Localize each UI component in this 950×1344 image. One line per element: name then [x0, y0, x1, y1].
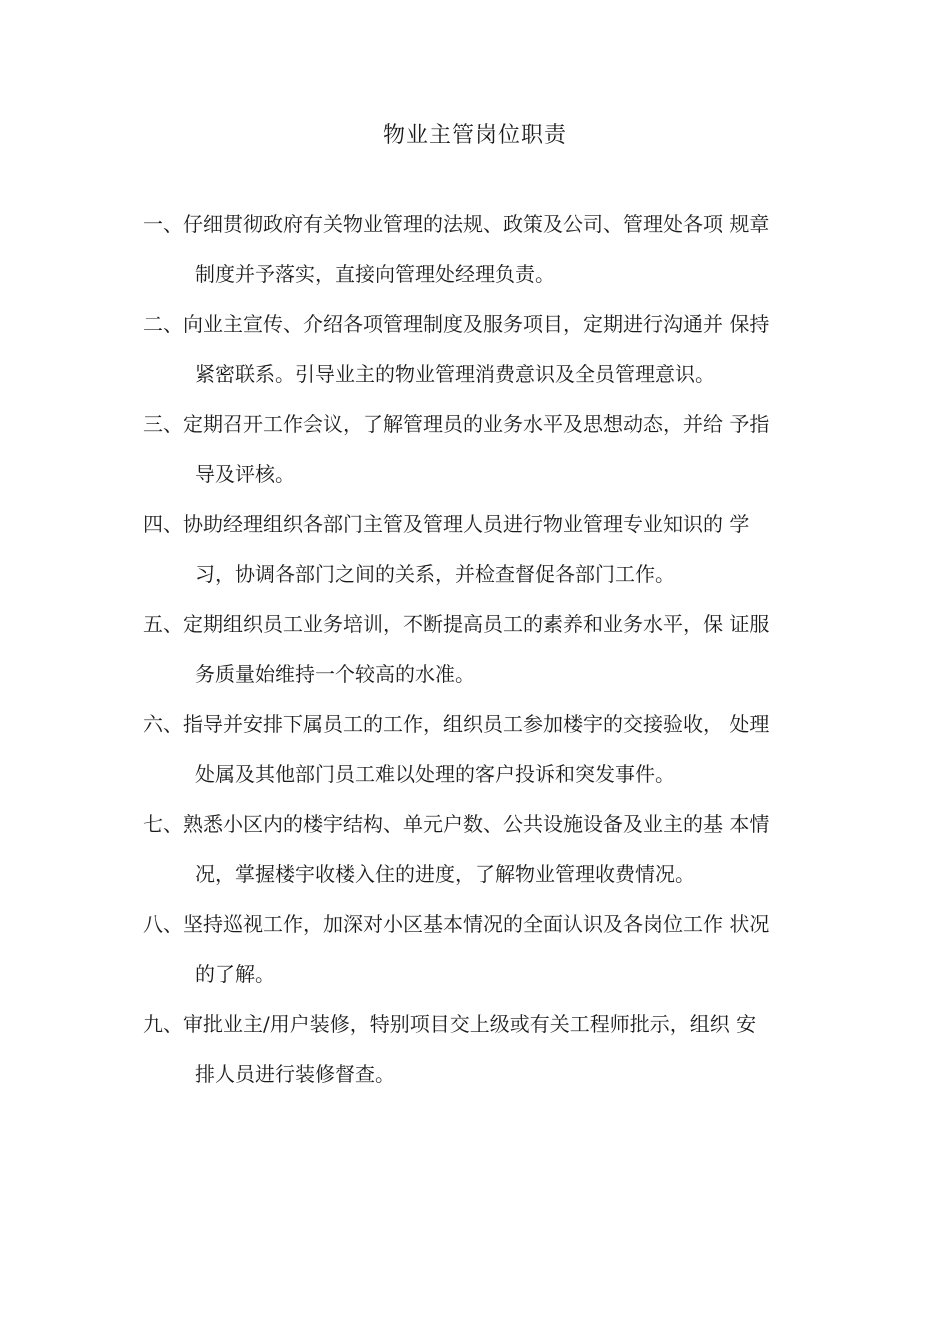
duty-list	[143, 210, 823, 1110]
duty-item-6	[143, 710, 823, 788]
duty-item-6-line-1: 六、指导并安排下属员工的工作，组织员工参加楼宇的交接验收， 处理	[143, 712, 770, 736]
duty-item-2-line-1: 二、向业主宣传、介绍各项管理制度及服务项目，定期进行沟通并 保持	[143, 312, 770, 336]
duty-item-8-line-1: 八、坚持巡视工作，加深对小区基本情况的全面认识及各岗位工作 状况	[143, 912, 770, 936]
duty-item-8-line-2: 的了解。	[195, 962, 275, 986]
duty-item-1-line-2: 制度并予落实，直接向管理处经理负责。	[195, 262, 555, 286]
duty-item-7-line-1: 七、熟悉小区内的楼宇结构、单元户数、公共设施设备及业主的基 本情	[143, 812, 770, 836]
duty-item-3-line-2: 导及评核。	[195, 462, 295, 486]
duty-item-2-line-2: 紧密联系。引导业主的物业管理消费意识及全员管理意识。	[195, 362, 715, 386]
duty-item-1-line-1: 一、仔细贯彻政府有关物业管理的法规、政策及公司、管理处各项 规章	[143, 212, 770, 236]
duty-item-5-line-1: 五、定期组织员工业务培训，不断提高员工的素养和业务水平，保 证服	[143, 612, 770, 636]
duty-item-1	[143, 210, 823, 288]
duty-item-4	[143, 510, 823, 588]
duty-item-4-line-2: 习，协调各部门之间的关系，并检查督促各部门工作。	[195, 562, 675, 586]
duty-item-3-line-1: 三、定期召开工作会议，了解管理员的业务水平及思想动态，并给 予指	[143, 412, 770, 436]
duty-item-7-line-2: 况，掌握楼宇收楼入住的进度，了解物业管理收费情况。	[195, 862, 695, 886]
duty-item-5-line-2: 务质量始维持一个较高的水准。	[195, 662, 475, 686]
duty-item-4-line-1: 四、协助经理组织各部门主管及管理人员进行物业管理专业知识的 学	[143, 512, 750, 536]
document-title: 物业主管岗位职责	[382, 123, 567, 148]
duty-item-9-line-2: 排人员进行装修督查。	[195, 1062, 395, 1086]
duty-item-6-line-2: 处属及其他部门员工难以处理的客户投诉和突发事件。	[195, 762, 675, 786]
duty-item-5	[143, 610, 823, 688]
duty-item-8	[143, 910, 823, 988]
duty-item-9-line-1: 九、审批业主/用户装修，特别项目交上级或有关工程师批示，组织 安	[143, 1012, 757, 1036]
duty-item-9	[143, 1010, 823, 1088]
duty-item-3	[143, 410, 823, 488]
duty-item-7	[143, 810, 823, 888]
duty-item-2	[143, 310, 823, 388]
